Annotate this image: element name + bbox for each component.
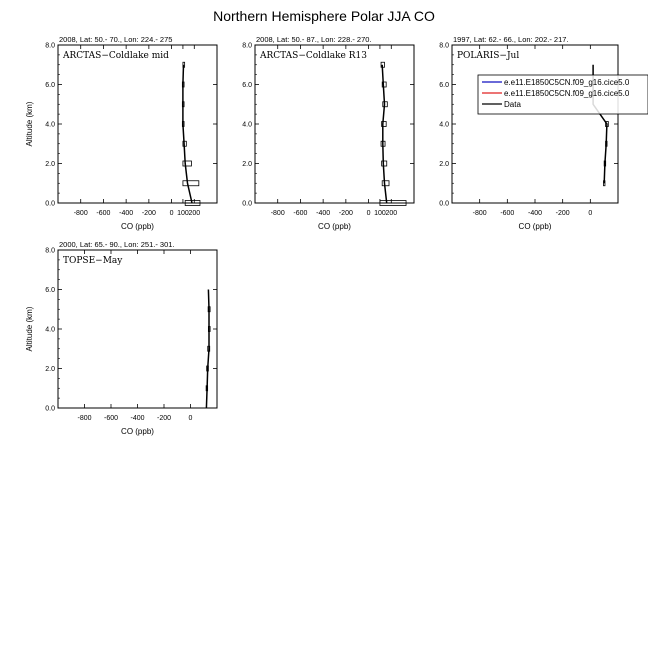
y-tick-label: 4.0 [242,121,252,129]
y-tick-label: 2.0 [439,161,449,168]
x-tick-label: -200 [156,415,172,422]
plot-frame [255,45,414,203]
x-tick-label: -400 [130,415,145,422]
x-axis-title: CO (ppb) [121,222,154,231]
profile-panel-4 [25,240,217,436]
x-tick-label: -400 [316,210,331,217]
y-tick-label: 2.0 [45,161,55,168]
y-axis-title: Altitude (km) [25,101,34,147]
panel-header: 2008, Lat: 50.- 87., Lon: 228.- 270. [256,35,372,44]
y-tick-label: 6.0 [439,82,449,89]
x-tick-label: -800 [77,415,92,422]
y-tick-label: 8.0 [45,247,55,255]
y-tick-label: 0.0 [242,200,252,208]
x-tick-label: 0 [169,210,174,217]
y-tick-label: 8.0 [242,42,252,50]
y-tick-label: 8.0 [45,42,55,50]
y-tick-label: 0.0 [45,200,55,208]
plot-frame [58,45,217,203]
y-tick-label: 0.0 [439,200,449,208]
x-tick-label: -600 [293,210,308,217]
x-tick-label: 200 [188,210,201,217]
x-tick-label: -600 [96,210,111,217]
x-tick-label: -800 [73,210,88,217]
range-box [183,181,199,186]
x-axis-title: CO (ppb) [318,222,351,231]
campaign-label: ARCTAS−Coldlake R13 [260,51,367,61]
y-tick-label: 2.0 [45,366,55,373]
y-tick-label: 4.0 [45,326,55,334]
panel-header: 2008, Lat: 50.- 70., Lon: 224.- 275 [59,35,173,44]
x-tick-label: -200 [141,210,156,217]
x-tick-label: 0 [366,210,371,217]
y-tick-label: 8.0 [439,42,449,50]
y-tick-label: 0.0 [45,405,55,413]
profile-panel-1 [25,35,217,231]
panel-header: 1997, Lat: 62.- 66., Lon: 202.- 217. [453,35,569,44]
range-box [183,161,192,166]
x-tick-label: 100 [374,210,386,217]
campaign-label: ARCTAS−Coldlake mid [63,51,169,61]
x-tick-label: -600 [103,415,119,422]
range-box [382,161,387,166]
y-tick-label: 4.0 [439,121,449,129]
x-tick-label: -800 [472,210,487,217]
y-tick-label: 6.0 [45,82,55,89]
x-axis-title: CO (ppb) [518,222,552,231]
legend-entry: e.e11.E1850C5CN.f09_g16.cice5.0 [504,89,630,98]
profile-panel-2 [242,35,414,231]
campaign-label: TOPSE−May [63,256,123,266]
legend-entry: e.e11.E1850C5CN.f09_g16.cice5.0 [504,78,630,87]
x-tick-label: -600 [500,210,515,217]
figure-title: Northern Hemisphere Polar JJA CO [213,8,435,24]
y-tick-label: 4.0 [45,121,55,129]
panel-header: 2000, Lat: 65.- 90., Lon: 251.- 301. [59,240,175,249]
y-tick-label: 6.0 [45,287,55,294]
range-box [382,181,389,186]
x-tick-label: -400 [527,210,543,217]
legend-entry: Data [504,100,521,109]
campaign-label: POLARIS−Jul [457,51,520,61]
y-tick-label: 2.0 [242,161,252,168]
legend [478,75,648,114]
y-axis-title: Altitude (km) [25,306,34,352]
x-tick-label: 100 [177,210,189,217]
x-tick-label: -800 [270,210,285,217]
profile-panel-3 [439,35,648,231]
x-tick-label: -400 [119,210,134,217]
x-tick-label: -200 [338,210,353,217]
x-axis-title: CO (ppb) [121,427,154,436]
y-tick-label: 6.0 [242,82,252,89]
x-tick-label: 0 [588,210,593,217]
x-tick-label: -200 [555,210,570,217]
plot-frame [58,250,217,408]
x-tick-label: 0 [188,415,193,422]
x-tick-label: 200 [385,210,398,217]
